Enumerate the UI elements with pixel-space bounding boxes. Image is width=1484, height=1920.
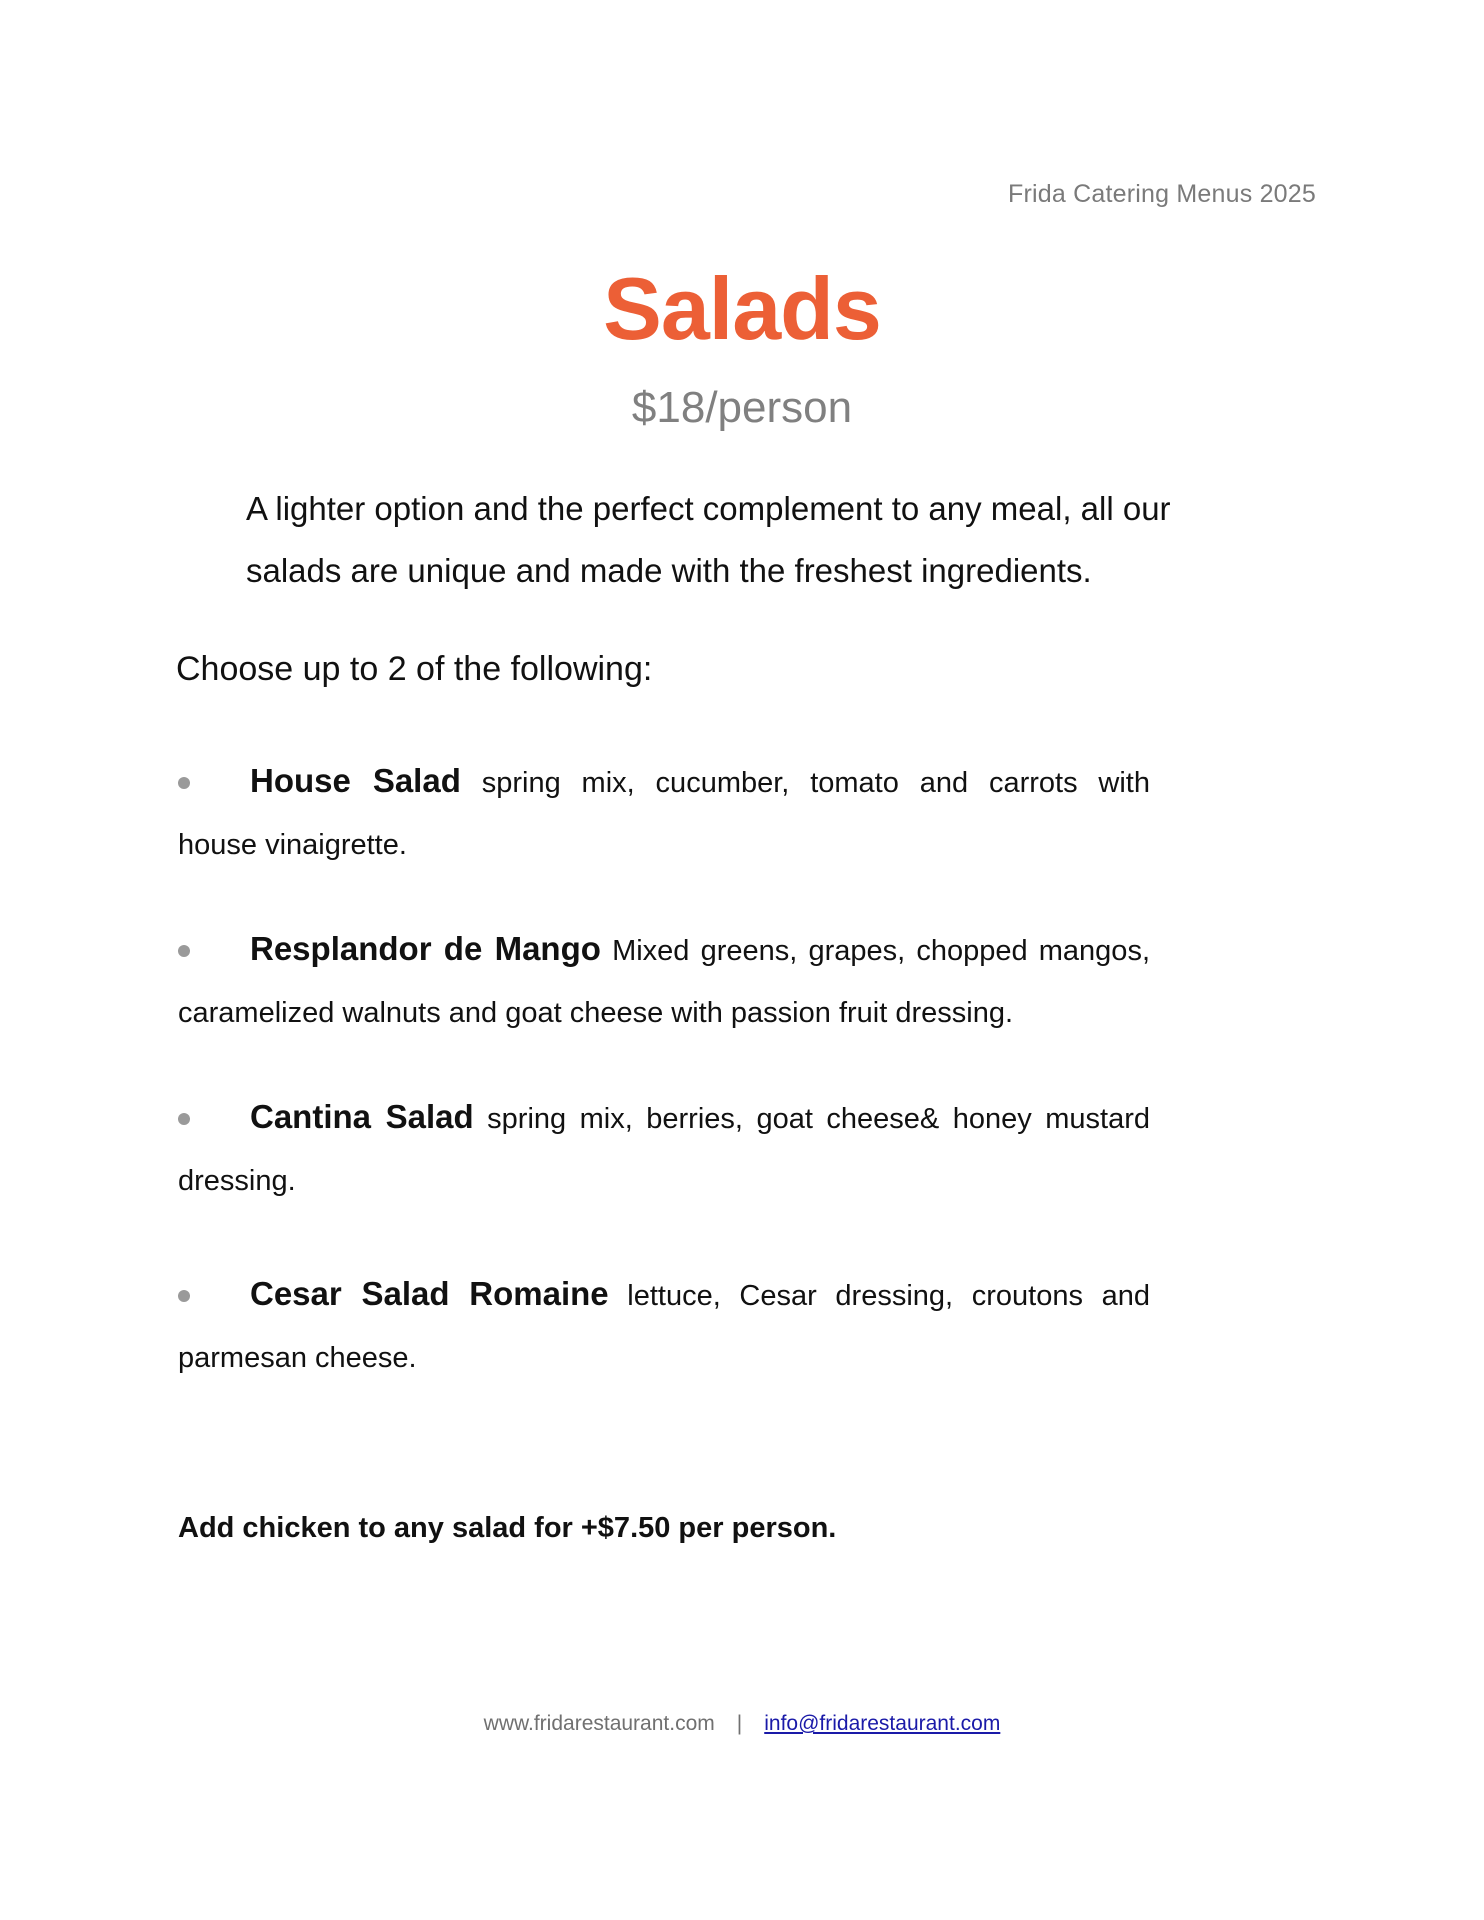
footer: [0, 1712, 1484, 1736]
price-per-person: $18/person: [631, 383, 853, 432]
item-name: House Salad: [250, 762, 461, 799]
menu-item-cantina-salad: [178, 1086, 1150, 1212]
item-description-cont: caramelized walnuts and goat cheese with passion fruit dressing.: [178, 997, 1014, 1029]
bullet-icon: [178, 1290, 190, 1302]
item-first-line: [178, 750, 1150, 814]
bullet-icon: [178, 1113, 190, 1125]
menu-item-house-salad: [178, 750, 1150, 876]
item-first-line: [178, 1086, 1150, 1150]
bullet-icon: [178, 945, 190, 957]
item-name: Cesar Salad Romaine: [250, 1275, 609, 1312]
item-description-cont: dressing.: [178, 1165, 296, 1197]
page-title: Salads: [603, 259, 881, 358]
choose-instruction: Choose up to 2 of the following:: [176, 650, 653, 688]
bullet-icon: [178, 777, 190, 789]
item-description-cont: house vinaigrette.: [178, 829, 407, 861]
addon-note: Add chicken to any salad for +$7.50 per person.: [178, 1512, 837, 1544]
item-description: spring mix, berries, goat cheese& honey mustard: [487, 1103, 1150, 1135]
menu-item-cesar-salad: [178, 1263, 1150, 1389]
item-first-line: [178, 918, 1150, 982]
footer-separator: |: [736, 1712, 743, 1735]
item-name: Resplandor de Mango: [250, 930, 601, 967]
footer-website[interactable]: www.fridarestaurant.com: [483, 1712, 715, 1735]
menu-item-resplandor-de-mango: [178, 918, 1150, 1044]
footer-email-link[interactable]: info@fridarestaurant.com: [764, 1712, 1001, 1735]
item-description: Mixed greens, grapes, chopped mangos,: [612, 935, 1150, 967]
header-note: Frida Catering Menus 2025: [1008, 180, 1316, 208]
item-description: spring mix, cucumber, tomato and carrots with: [481, 767, 1150, 799]
item-description: lettuce, Cesar dressing, croutons and: [627, 1280, 1150, 1312]
item-name: Cantina Salad: [250, 1098, 474, 1135]
item-description-cont: parmesan cheese.: [178, 1342, 417, 1374]
item-first-line: [178, 1263, 1150, 1327]
intro-paragraph: A lighter option and the perfect complement to any meal, all our salads are unique and made with the freshest ingredients.: [246, 490, 1171, 589]
